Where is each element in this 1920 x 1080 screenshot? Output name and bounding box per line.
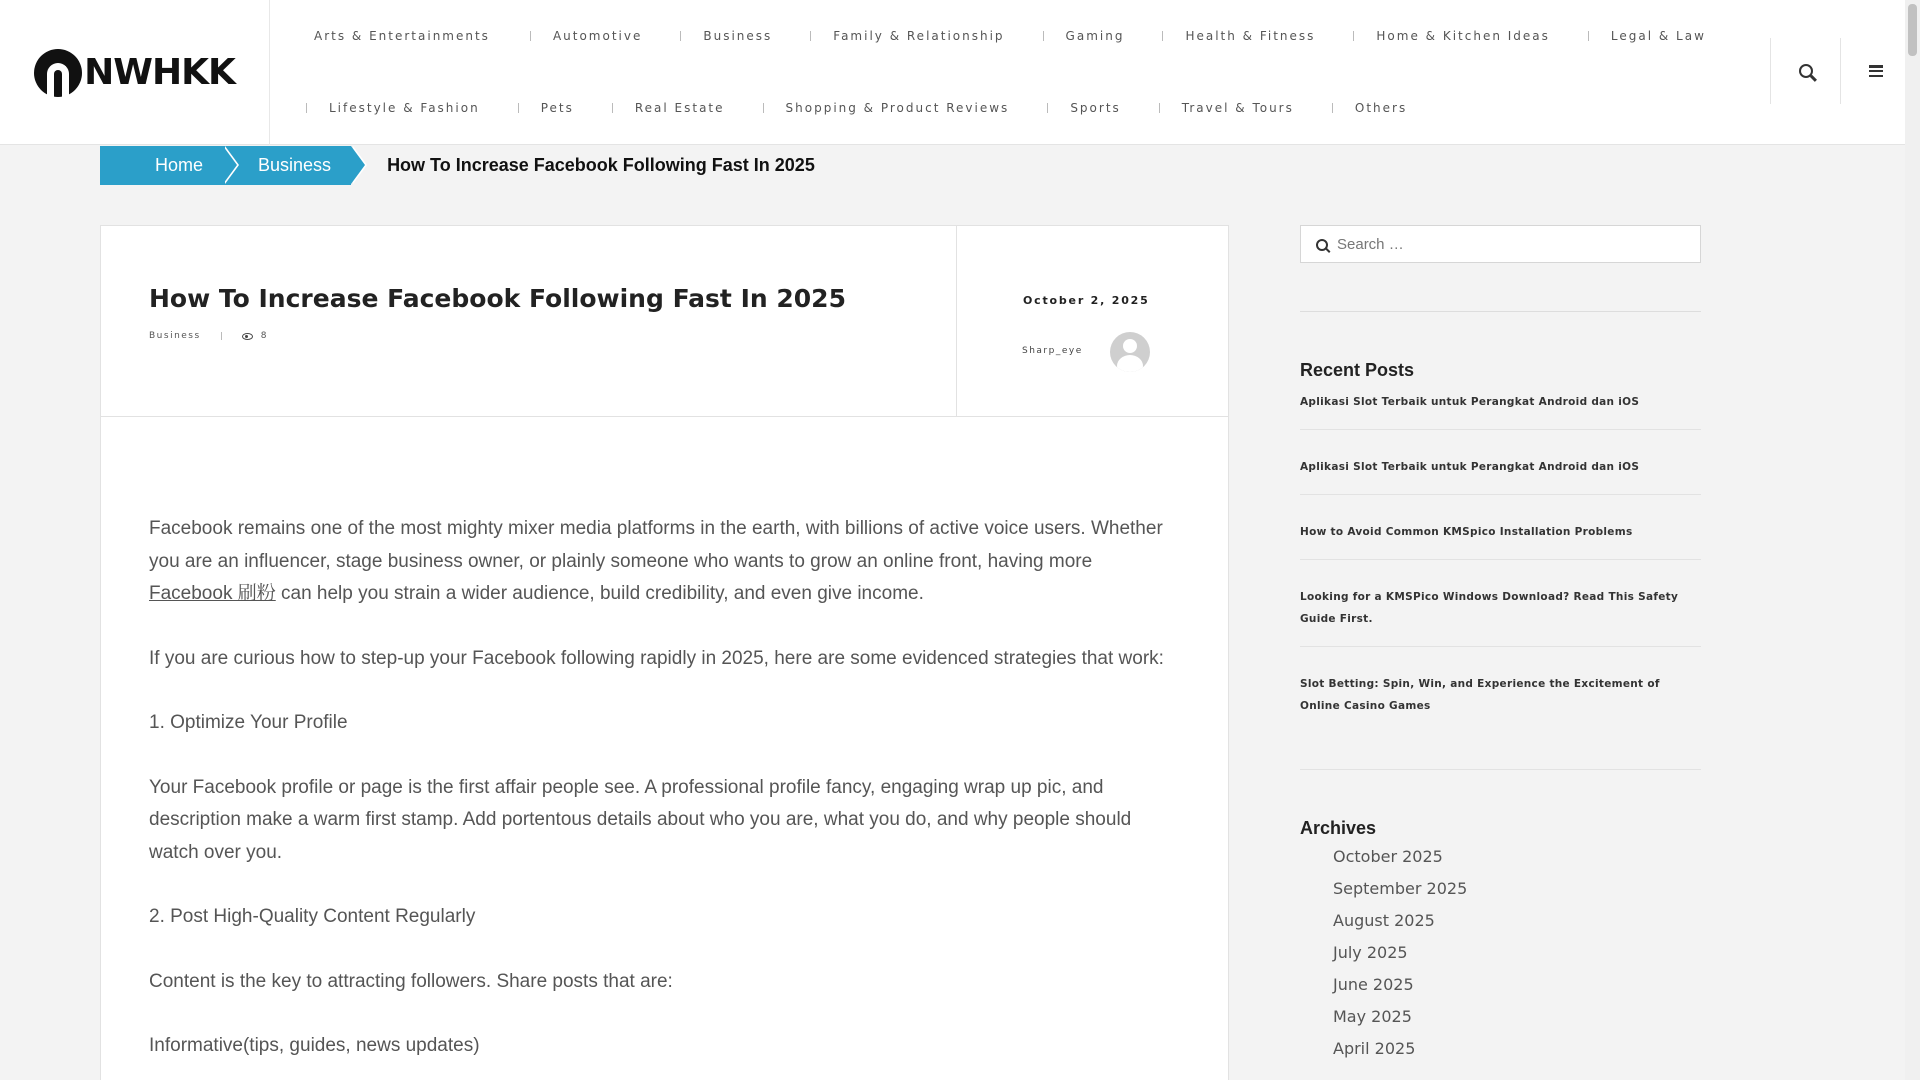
view-count: 8 bbox=[260, 331, 268, 341]
paragraph: If you are curious how to step-up your Facebook following rapidly in 2025, here are some evidenced strategies that work: bbox=[149, 647, 1164, 669]
nav-separator bbox=[1047, 103, 1048, 113]
meta-separator bbox=[221, 332, 222, 340]
search-input[interactable] bbox=[1337, 226, 1697, 262]
nav-label: Sports bbox=[1070, 101, 1121, 115]
nav-label: Shopping & Product Reviews bbox=[785, 101, 1010, 115]
article-date: October 2, 2025 bbox=[1023, 294, 1150, 307]
nav-label: Automotive bbox=[552, 29, 643, 43]
nav-item-travel[interactable] bbox=[1159, 101, 1294, 115]
nav-separator bbox=[1159, 103, 1160, 113]
article-title: How To Increase Facebook Following Fast In 2025 bbox=[149, 284, 846, 313]
article-card bbox=[100, 225, 1229, 1080]
nav-label: Health & Fitness bbox=[1185, 29, 1316, 43]
nav-label: Travel & Tours bbox=[1181, 101, 1294, 115]
nav-item-shopping[interactable] bbox=[763, 101, 1010, 115]
nav-label: Pets bbox=[540, 101, 574, 115]
recent-post-link[interactable]: Aplikasi Slot Terbaik untuk Perangkat Android dan iOS bbox=[1300, 430, 1701, 495]
nav-item-gaming[interactable] bbox=[1043, 29, 1125, 43]
breadcrumb-category[interactable]: Business bbox=[223, 146, 351, 185]
nav-separator bbox=[1588, 31, 1589, 41]
breadcrumb-home[interactable]: Home bbox=[100, 146, 223, 185]
logo-text: NWHKK bbox=[84, 52, 235, 93]
nav-separator bbox=[680, 31, 681, 41]
nav-label: Home & Kitchen Ideas bbox=[1376, 29, 1550, 43]
paragraph: Content is the key to attracting followers. Share posts that are: bbox=[149, 970, 673, 992]
site-header bbox=[0, 0, 1905, 145]
nav-item-lifestyle[interactable] bbox=[306, 101, 480, 115]
site-logo[interactable] bbox=[34, 49, 235, 97]
search-icon bbox=[1799, 64, 1813, 78]
article-header bbox=[101, 226, 1228, 417]
archive-link[interactable]: August 2025 bbox=[1333, 911, 1435, 930]
breadcrumb bbox=[100, 146, 815, 185]
nav-label: Lifestyle & Fashion bbox=[329, 101, 480, 115]
recent-posts-heading: Recent Posts bbox=[1300, 360, 1415, 380]
sidebar-search bbox=[1300, 225, 1701, 263]
archive-link[interactable]: October 2025 bbox=[1333, 847, 1443, 866]
nav-separator bbox=[763, 103, 764, 113]
nav-item-real-estate[interactable] bbox=[612, 101, 725, 115]
nav-label: Others bbox=[1354, 101, 1408, 115]
recent-post-link[interactable]: Looking for a KMSPico Windows Download? Read This Safety Guide First. bbox=[1300, 560, 1701, 647]
nav-separator bbox=[612, 103, 613, 113]
header-menu-button[interactable] bbox=[1840, 38, 1910, 104]
archive-link[interactable]: July 2025 bbox=[1333, 943, 1408, 962]
avatar[interactable] bbox=[1110, 332, 1150, 372]
nav-item-arts[interactable]: Arts & Entertainments bbox=[314, 29, 490, 43]
logo-icon bbox=[34, 49, 82, 97]
recent-post-link[interactable]: How to Avoid Common KMSpico Installation Problems bbox=[1300, 495, 1701, 560]
nav-label: Legal & Law bbox=[1610, 29, 1706, 43]
eye-icon bbox=[242, 333, 253, 340]
nav-label: Gaming bbox=[1065, 29, 1125, 43]
recent-post-link[interactable]: Aplikasi Slot Terbaik untuk Perangkat Android dan iOS bbox=[1300, 381, 1701, 430]
article-header-main bbox=[101, 226, 957, 417]
main-nav bbox=[270, 0, 1770, 145]
nav-row-1 bbox=[270, 0, 1706, 72]
nav-item-home-kitchen[interactable] bbox=[1353, 29, 1549, 43]
facebook-link[interactable]: Facebook 刷粉 bbox=[149, 583, 276, 604]
nav-separator bbox=[518, 103, 519, 113]
nav-item-sports[interactable] bbox=[1047, 101, 1120, 115]
paragraph: Facebook remains one of the most mighty mixer media platforms in the earth, with billions of active voice users. Whether you are an influencer, stage business owner, or plainly someone who wants to grow an online front, having more Facebook 刷粉 can help you strain a wider audience, build credibility, and even give income. bbox=[149, 518, 1163, 604]
sidebar bbox=[1300, 225, 1701, 1065]
recent-post-link[interactable]: Slot Betting: Spin, Win, and Experience the Excitement of Online Casino Games bbox=[1300, 647, 1701, 770]
nav-separator bbox=[306, 103, 307, 113]
nav-item-automotive[interactable] bbox=[530, 29, 642, 43]
nav-item-family[interactable] bbox=[810, 29, 1004, 43]
article-author[interactable]: Sharp_eye bbox=[1022, 346, 1083, 356]
breadcrumb-current: How To Increase Facebook Following Fast In 2025 bbox=[387, 155, 815, 175]
article-category-link[interactable]: Business bbox=[149, 331, 201, 341]
divider bbox=[1300, 311, 1701, 312]
nav-item-legal[interactable] bbox=[1588, 29, 1706, 43]
search-icon bbox=[1316, 239, 1328, 251]
paragraph: Your Facebook profile or page is the first affair people see. A professional profile fancy, engaging wrap up pic, and description make a warm first stamp. Add portentous details about who you are, what you do, and why people should watch over you. bbox=[149, 776, 1132, 863]
nav-item-business[interactable] bbox=[680, 29, 772, 43]
header-search-button[interactable] bbox=[1770, 38, 1840, 104]
nav-separator bbox=[810, 31, 811, 41]
section-heading: 1. Optimize Your Profile bbox=[149, 712, 348, 733]
nav-item-pets[interactable] bbox=[518, 101, 574, 115]
article-body bbox=[149, 513, 1179, 1080]
archives-list bbox=[1300, 841, 1701, 1065]
archive-link[interactable]: April 2025 bbox=[1333, 1039, 1416, 1058]
nav-label: Business bbox=[703, 29, 773, 43]
nav-separator bbox=[1353, 31, 1354, 41]
nav-item-health[interactable] bbox=[1162, 29, 1315, 43]
nav-separator bbox=[530, 31, 531, 41]
article-meta bbox=[149, 331, 268, 341]
archive-link[interactable]: June 2025 bbox=[1333, 975, 1414, 994]
scrollbar-thumb[interactable] bbox=[1908, 4, 1917, 56]
nav-separator bbox=[1162, 31, 1163, 41]
archive-link[interactable]: September 2025 bbox=[1333, 879, 1468, 898]
hamburger-menu-icon bbox=[1869, 65, 1883, 77]
archives-heading: Archives bbox=[1300, 818, 1377, 838]
paragraph: Informative(tips, guides, news updates) bbox=[149, 1035, 480, 1056]
page-scrollbar[interactable] bbox=[1905, 0, 1920, 1080]
section-heading: 2. Post High-Quality Content Regularly bbox=[149, 906, 476, 927]
nav-separator bbox=[1043, 31, 1044, 41]
nav-row-2 bbox=[270, 72, 1407, 144]
nav-item-others[interactable] bbox=[1332, 101, 1407, 115]
recent-posts-list bbox=[1300, 381, 1701, 770]
nav-label: Real Estate bbox=[634, 101, 725, 115]
nav-separator bbox=[1332, 103, 1333, 113]
nav-label: Family & Relationship bbox=[833, 29, 1005, 43]
archive-link[interactable]: May 2025 bbox=[1333, 1007, 1412, 1026]
logo-area bbox=[0, 0, 270, 145]
